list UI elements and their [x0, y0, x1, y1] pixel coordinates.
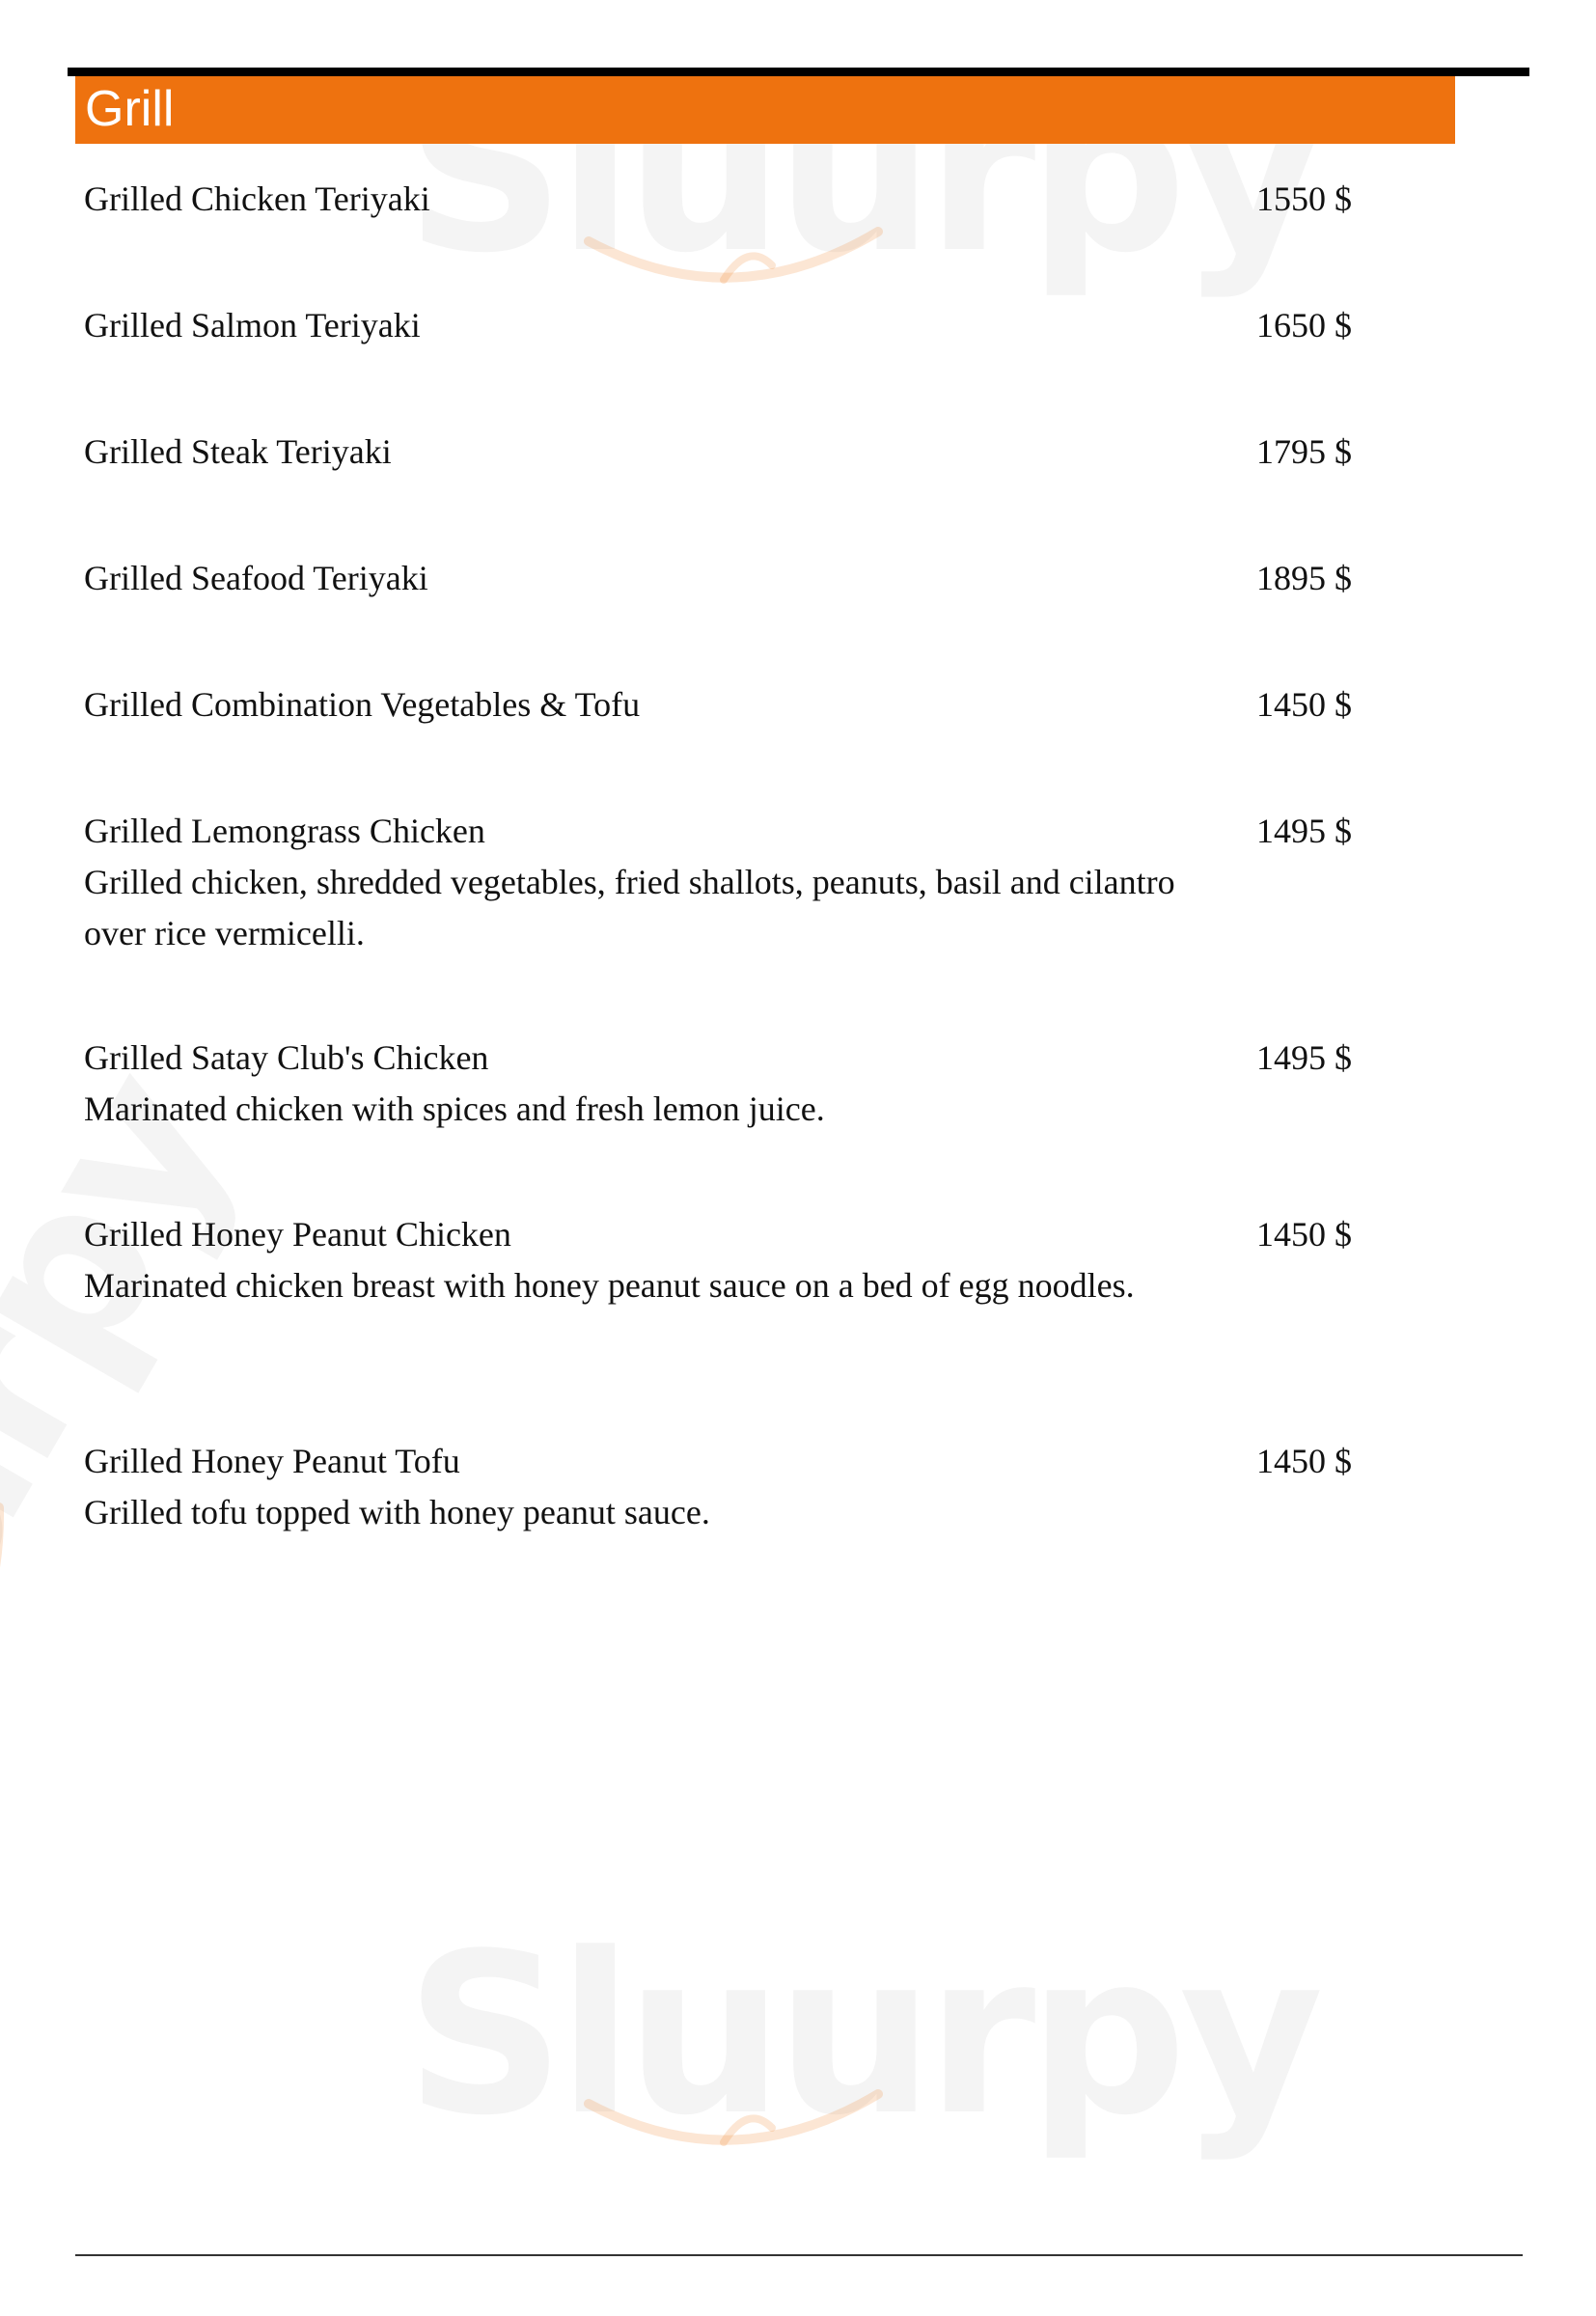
item-price: 1495 $ [1256, 812, 1352, 850]
watermark-arc-icon [579, 2075, 888, 2191]
item-price: 1450 $ [1256, 1215, 1352, 1254]
menu-item [84, 300, 1367, 351]
section-header [75, 76, 1455, 144]
menu-item [84, 1209, 1367, 1311]
item-price: 1895 $ [1256, 559, 1352, 597]
menu-item [84, 427, 1367, 478]
bottom-divider [75, 2254, 1523, 2256]
item-price: 1795 $ [1256, 432, 1352, 471]
menu-item [84, 806, 1367, 959]
item-price: 1650 $ [1256, 306, 1352, 345]
menu-item [84, 174, 1367, 225]
item-name: Grilled Salmon Teriyaki [84, 306, 421, 345]
item-name: Grilled Combination Vegetables & Tofu [84, 685, 641, 724]
item-description: Marinated chicken breast with honey peanut sauce on a bed of egg noodles. [84, 1266, 1135, 1305]
item-description: Marinated chicken with spices and fresh lemon juice. [84, 1089, 825, 1128]
item-name: Grilled Steak Teriyaki [84, 432, 392, 471]
menu-item [84, 553, 1367, 604]
item-price: 1450 $ [1256, 1442, 1352, 1480]
item-name: Grilled Chicken Teriyaki [84, 179, 430, 218]
menu-item [84, 1436, 1367, 1538]
item-description: Grilled tofu topped with honey peanut sauce. [84, 1493, 710, 1531]
section-title: Grill [85, 81, 175, 137]
watermark-arc-icon [0, 1489, 88, 1814]
menu-item [84, 1033, 1367, 1135]
item-price: 1550 $ [1256, 179, 1352, 218]
item-name: Grilled Seafood Teriyaki [84, 559, 428, 597]
item-name: Grilled Lemongrass Chicken [84, 812, 485, 850]
item-name: Grilled Satay Club's Chicken [84, 1038, 489, 1077]
top-divider [68, 68, 1529, 76]
item-price: 1450 $ [1256, 685, 1352, 724]
item-description: Grilled chicken, shredded vegetables, fried shallots, peanuts, basil and cilantro over rice vermicelli. [84, 863, 1175, 952]
item-name: Grilled Honey Peanut Tofu [84, 1442, 460, 1480]
menu-item [84, 679, 1367, 731]
item-price: 1495 $ [1256, 1038, 1352, 1077]
item-name: Grilled Honey Peanut Chicken [84, 1215, 511, 1254]
